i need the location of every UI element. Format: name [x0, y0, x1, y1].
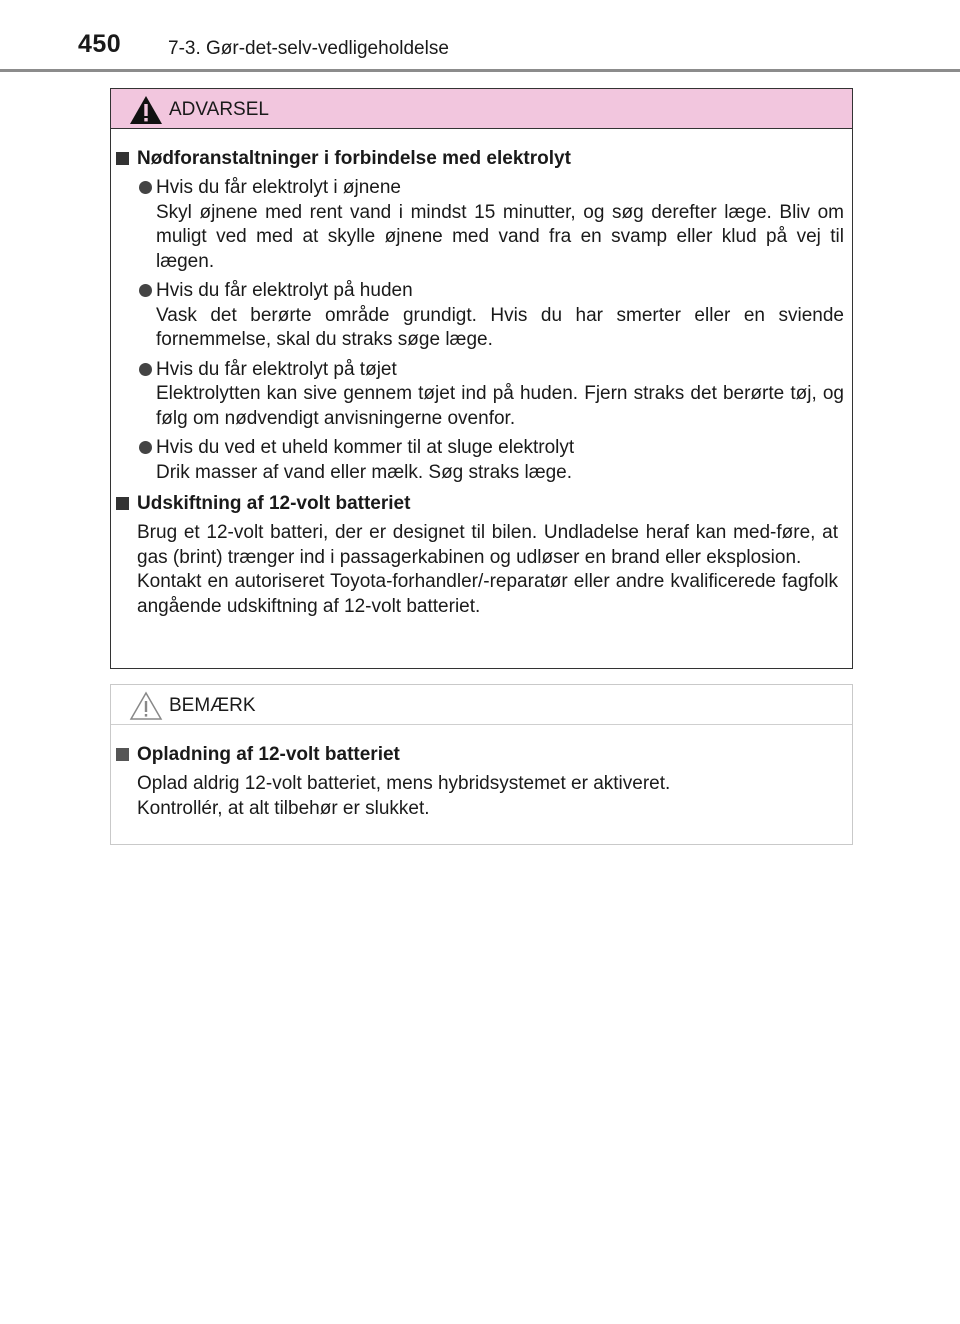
round-bullet-icon: [139, 284, 152, 297]
paragraph: Brug et 12-volt batteri, der er designet til bilen. Undladelse heraf kan med-føre, at gas (brint) trænger ind i passagerkabinen og udløser en brand eller eksplosion.: [137, 522, 838, 568]
bullet-text: Drik masser af vand eller mælk. Søg straks læge.: [156, 461, 573, 483]
square-bullet-icon: [116, 497, 129, 510]
note-content: [111, 743, 852, 821]
warning-content: [111, 147, 852, 619]
bullet-item: [111, 358, 852, 432]
paragraph: Oplad aldrig 12-volt batteriet, mens hybridsystemet er aktiveret.: [137, 773, 671, 794]
battery-replacement-text: [111, 521, 852, 619]
electrolyte-heading: Nødforanstaltninger i forbindelse med elektrolyt: [111, 147, 852, 171]
warning-box: [110, 88, 853, 669]
warning-label: ADVARSEL: [169, 99, 269, 120]
bullet-text: Elektrolytten kan sive gennem tøjet ind på huden. Fjern straks det berørte tøj, og følg om nødvendigt anvisningerne ovenfor.: [156, 383, 844, 429]
bullet-item: [111, 436, 852, 485]
square-bullet-icon: [116, 748, 129, 761]
header-divider: [0, 69, 960, 72]
round-bullet-icon: [139, 181, 152, 194]
bullet-title: Hvis du får elektrolyt i øjnene: [156, 177, 401, 198]
bullet-item: [111, 176, 852, 274]
round-bullet-icon: [139, 363, 152, 376]
note-box: [110, 684, 853, 845]
charging-heading: Opladning af 12-volt batteriet: [111, 743, 852, 767]
bullet-title: Hvis du ved et uheld kommer til at sluge elektrolyt: [156, 437, 575, 458]
bullet-text: Skyl øjnene med rent vand i mindst 15 minutter, og søg derefter læge. Bliv om muligt ved med at skylle øjnene med vand fra en svamp eller klud på vej til lægen.: [156, 201, 844, 272]
note-header: [111, 685, 852, 725]
battery-replacement-heading: Udskiftning af 12-volt batteriet: [111, 492, 852, 516]
bullet-title: Hvis du får elektrolyt på tøjet: [156, 358, 397, 380]
page-header: [0, 0, 960, 74]
section-title: 7-3. Gør-det-selv-vedligeholdelse: [168, 38, 449, 59]
bullet-title: Hvis du får elektrolyt på huden: [156, 280, 413, 301]
warning-header: [111, 89, 852, 129]
charging-text: [111, 772, 852, 821]
paragraph: Kontrollér, at alt tilbehør er slukket.: [137, 797, 430, 819]
round-bullet-icon: [139, 441, 152, 454]
bullet-text: Vask det berørte område grundigt. Hvis du har smerter eller en sviende fornemmelse, skal du straks søge læge.: [156, 304, 844, 350]
paragraph: Kontakt en autoriseret Toyota-forhandler/-reparatør eller andre kvalificerede fagfolk angående udskiftning af 12-volt batteriet.: [137, 571, 838, 617]
note-label: BEMÆRK: [169, 695, 256, 716]
square-bullet-icon: [116, 152, 129, 165]
bullet-item: [111, 279, 852, 353]
caution-triangle-outline-icon: [129, 691, 163, 721]
page-number: 450: [78, 30, 122, 58]
warning-triangle-icon: [129, 95, 163, 125]
